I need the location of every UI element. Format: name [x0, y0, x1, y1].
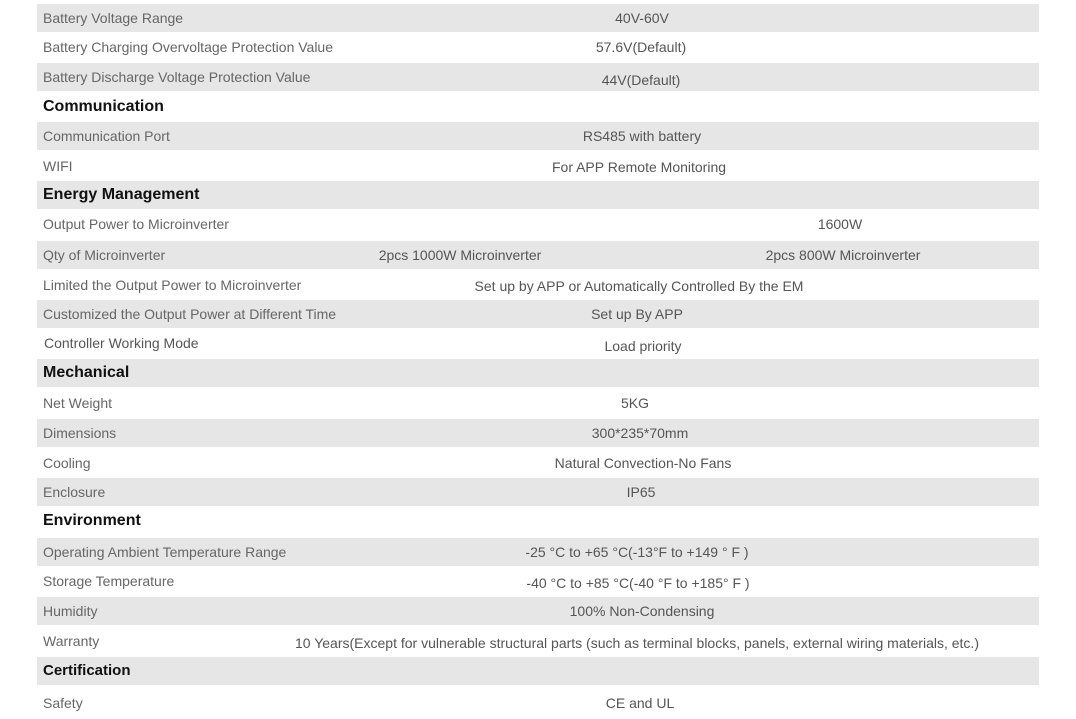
spec-row-discharge-voltage	[37, 63, 1039, 91]
spec-label: Net Weight	[43, 395, 112, 411]
spec-label: Qty of Microinverter	[43, 247, 166, 263]
spec-value: -40 °C to +85 °C(-40 °F to +185° F )	[526, 575, 750, 591]
spec-row-storage-temperature	[37, 567, 1039, 595]
section-mechanical	[37, 359, 1039, 387]
spec-value: 5KG	[620, 395, 650, 411]
spec-row-qty-microinverter	[37, 241, 1039, 269]
spec-value-option-a: 2pcs 1000W Microinverter	[378, 247, 542, 263]
spec-value: IP65	[626, 484, 656, 500]
spec-row-humidity	[37, 597, 1039, 625]
spec-value: 40V-60V	[615, 10, 669, 26]
spec-value: 100% Non-Condensing	[569, 603, 715, 619]
spec-label: Output Power to Microinverter	[43, 216, 229, 232]
spec-label: Communication Port	[43, 128, 170, 144]
spec-label: Controller Working Mode	[44, 335, 199, 351]
spec-value: 10 Years(Except for vulnerable structural parts (such as terminal blocks, panels, external wiring materials, etc.)	[295, 635, 979, 651]
spec-label: Dimensions	[43, 425, 117, 441]
spec-row-wifi	[37, 152, 1039, 180]
section-title: Communication	[43, 98, 164, 115]
spec-label: Battery Charging Overvoltage Protection Value	[43, 39, 334, 55]
spec-row-output-power	[37, 210, 1039, 238]
spec-value: 1600W	[817, 216, 863, 232]
section-communication	[37, 93, 1039, 121]
section-environment	[37, 507, 1039, 535]
spec-row-enclosure	[37, 478, 1039, 506]
spec-row-operating-temperature	[37, 538, 1039, 566]
spec-row-limited-output	[37, 271, 1039, 299]
spec-label: Cooling	[43, 455, 91, 471]
spec-value: Set up By APP	[591, 306, 683, 322]
spec-label: Operating Ambient Temperature Range	[43, 544, 287, 560]
spec-label: Safety	[43, 695, 83, 711]
spec-value: Set up by APP or Automatically Controlled By the EM	[474, 278, 804, 294]
spec-value: CE and UL	[605, 695, 675, 711]
spec-value: -25 °C to +65 °C(-13°F to +149 ° F )	[525, 544, 749, 560]
spec-value: 44V(Default)	[601, 72, 681, 88]
spec-row-communication-port	[37, 122, 1039, 150]
spec-label: WIFI	[43, 158, 73, 174]
spec-value: Load priority	[604, 338, 682, 354]
spec-row-customized-output	[37, 300, 1039, 328]
section-certification	[37, 657, 1039, 685]
spec-row-warranty	[37, 627, 1039, 655]
spec-label: Storage Temperature	[43, 573, 175, 589]
spec-row-battery-voltage-range	[37, 4, 1039, 32]
spec-label: Limited the Output Power to Microinverter	[43, 277, 302, 293]
section-title: Certification	[43, 662, 131, 679]
spec-value-option-b: 2pcs 800W Microinverter	[765, 247, 921, 263]
spec-label: Battery Discharge Voltage Protection Value	[43, 69, 311, 85]
spec-label: Warranty	[43, 633, 100, 649]
spec-label: Battery Voltage Range	[43, 10, 184, 26]
spec-row-charging-overvoltage	[37, 33, 1039, 61]
spec-row-dimensions	[37, 419, 1039, 447]
spec-value: Natural Convection-No Fans	[554, 455, 732, 471]
spec-row-cooling	[37, 449, 1039, 477]
spec-value: For APP Remote Monitoring	[551, 159, 727, 175]
section-energy-management	[37, 181, 1039, 209]
spec-label: Humidity	[43, 603, 98, 619]
spec-row-controller-mode	[37, 329, 1039, 357]
spec-value: 57.6V(Default)	[595, 39, 687, 55]
section-title: Mechanical	[43, 364, 130, 381]
section-title: Energy Management	[43, 186, 200, 203]
spec-row-safety	[37, 689, 1039, 717]
section-title: Environment	[43, 512, 141, 529]
spec-label: Customized the Output Power at Different Time	[43, 306, 337, 322]
spec-value: RS485 with battery	[582, 128, 702, 144]
spec-label: Enclosure	[43, 484, 106, 500]
spec-value: 300*235*70mm	[591, 425, 689, 441]
spec-row-net-weight	[37, 389, 1039, 417]
